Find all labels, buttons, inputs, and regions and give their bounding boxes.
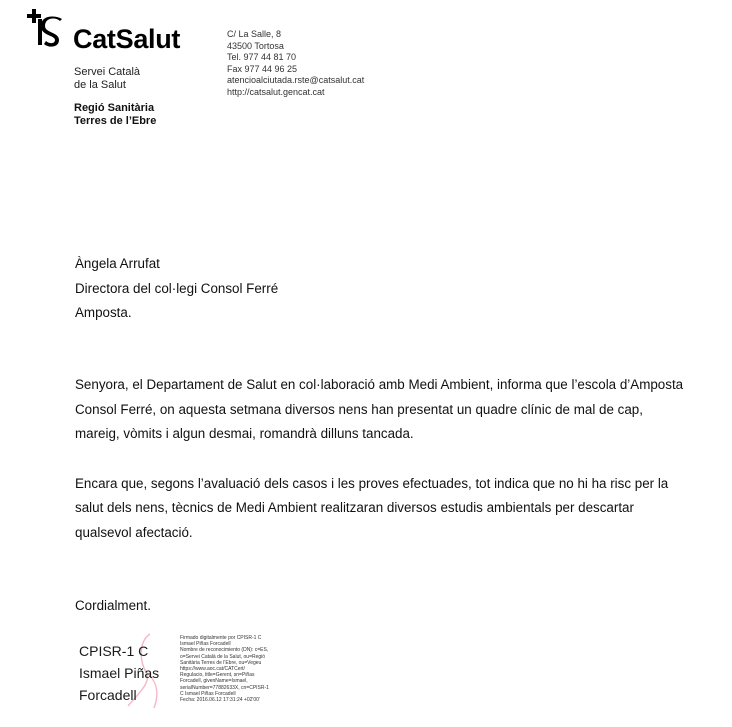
org-line: Servei Català [74, 66, 141, 78]
signer-name-line: Ismael Piñas [79, 665, 160, 681]
signature-detail-line: https://www.aoc.cat/CATCert/ [180, 666, 245, 673]
signature-detail-line: Sanitària Terres de l'Ebre, ou=Vegeu [180, 659, 262, 666]
org-line: de la Salut [74, 79, 126, 91]
signer-name [79, 640, 159, 706]
region-line: Regió Sanitària [74, 102, 155, 114]
signature-detail-line: o=Servei Català de la Salut, ou=Regió [180, 653, 266, 660]
signer-name-line: CPISR-1 C [79, 643, 149, 659]
signature-detail-line: Nombre de reconocimiento (DN): c=ES, [180, 647, 269, 654]
signature-detail-line: C Ismael Piñas Forcadell [180, 690, 236, 697]
region-line: Terres de l’Ebre [74, 115, 157, 127]
contact-website: http://catsalut.gencat.cat [227, 86, 325, 97]
recipient-block [75, 252, 278, 326]
signer-name-line: Forcadell [79, 687, 137, 703]
signature-detail-line: Ismael Piñas Forcadell [180, 641, 231, 648]
organization-name [74, 66, 140, 92]
recipient-name: Àngela Arrufat [75, 256, 160, 271]
contact-address: C/ La Salle, 8 [227, 29, 282, 39]
catsalut-logo-icon [27, 6, 63, 50]
digital-signature-details [180, 635, 275, 703]
recipient-title: Directora del col·legi Consol Ferré [75, 280, 279, 296]
contact-fax: Fax 977 44 96 25 [227, 63, 298, 74]
contact-city: 43500 Tortosa [227, 40, 284, 51]
signature-detail-line: Firmado digitalmente por CPISR-1 C [180, 635, 262, 641]
signature-detail-line: Regulacio, title=Gerent, sn=Piñas [180, 672, 255, 679]
contact-email: atencioalciutada.rste@catsalut.cat [227, 75, 365, 85]
signature-detail-line: Forcadell, givenName=Ismael, [180, 678, 248, 685]
signature-detail-line: Fecha: 2016.06.12 17:31:24 +02'00' [180, 697, 260, 704]
letter-body [75, 373, 685, 570]
brand-name: CatSalut [73, 24, 181, 54]
closing-salutation: Cordialment. [75, 598, 151, 613]
recipient-city: Amposta. [75, 305, 132, 320]
signature-detail-line: serialNumber=77882633X, cn=CPISR-1 [180, 684, 269, 691]
region-name [74, 102, 156, 128]
contact-block [227, 29, 364, 98]
body-paragraph: Senyora, el Departament de Salut en col·laboració amb Medi Ambient, informa que l’escola d’Amposta Consol Ferré, on aquesta setmana diversos nens han presentat un quadre clínic de mal de cap, mareig, vòmits i algun desmai, romandrà dilluns tancada. [75, 377, 684, 441]
body-paragraph: Encara que, segons l’avaluació dels casos i les proves efectuades, tot indica que no hi ha risc per la salut dels nens, tècnics de Medi Ambient realitzaran diversos estudis ambientals per descartar qualsevol afectació. [75, 475, 669, 540]
contact-phone: Tel. 977 44 81 70 [227, 52, 297, 62]
